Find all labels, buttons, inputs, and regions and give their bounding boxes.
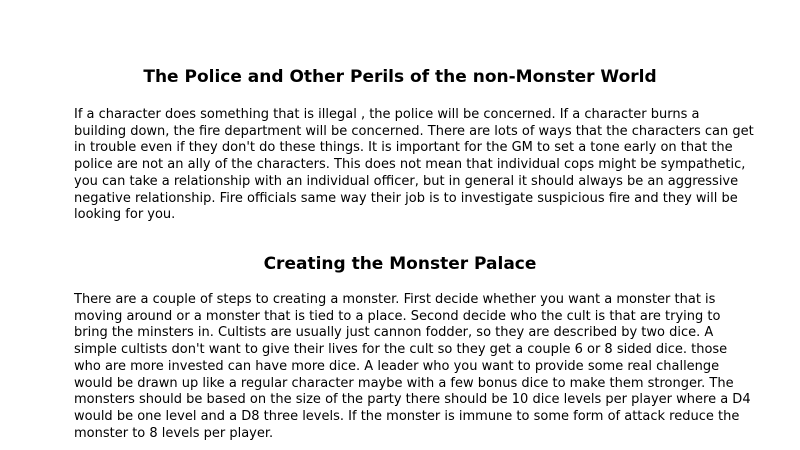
section-body-police: If a character does something that is illegal , the police will be concerned. If a character burns a building down, the fire department will be concerned. There are lots of ways that the characters can get in trouble even if they don't do these things. It is important for the GM to set a tone early on that the police are not an ally of the characters. This does not mean that individual cops might be sympathetic, you can take a relationship with an individual officer, but in general it should always be an aggressive negative relationship. Fire officials same way their job is to investigate suspicious fire and they will be looking for you. [74, 107, 754, 223]
section-heading-monster-palace: Creating the Monster Palace [263, 254, 537, 274]
section-heading-police: The Police and Other Perils of the non-Monster World [143, 67, 657, 87]
section-body-monster-palace: There are a couple of steps to creating a monster. First decide whether you want a monster that is moving around or a monster that is tied to a place. Second decide who the cult is that are trying to bring the minsters in. Cultists are usually just cannon fodder, so they are described by two dice. A simple cultists don't want to give their lives for the cult so they get a couple 6 or 8 sided dice. those who are more invested can have more dice. A leader who you want to provide some real challenge would be drawn up like a regular character maybe with a few bonus dice to make them stronger. The monsters should be based on the size of the party there should be 10 dice levels per player where a D4 would be one level and a D8 three levels. If the monster is immune to some form of attack reduce the monster to 8 levels per player. [74, 292, 751, 441]
